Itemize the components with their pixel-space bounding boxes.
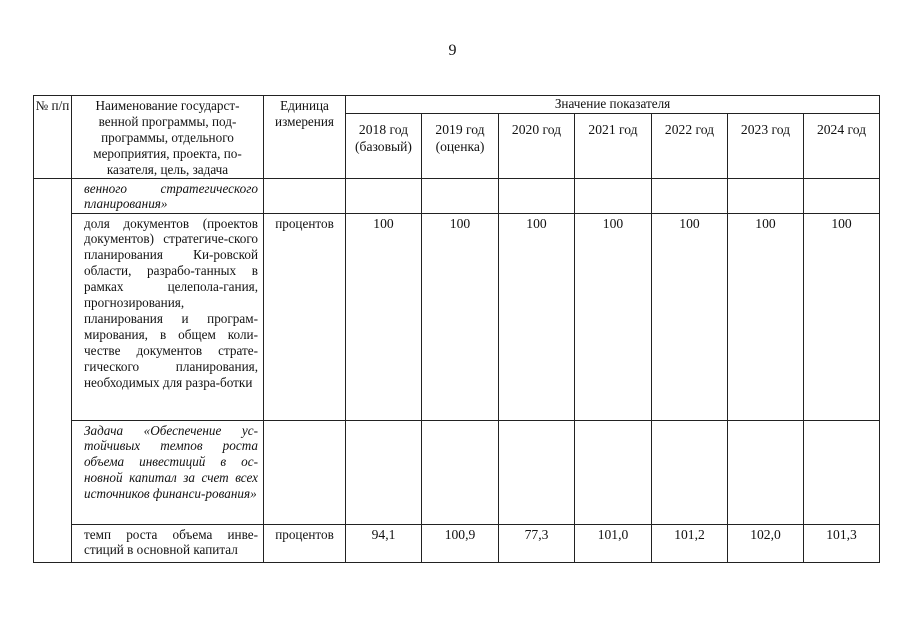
value-cell [422,420,499,524]
indicator-name: доля документов (проектов документов) стратегиче-ского планирования Ки-ровской области, разрабо-танных в рамках целепола-гания, прогнозирования, планирования и програм-мирования, в общем коли-честве документов страте-гического планирования, необходимых для разра-ботки [72,213,264,420]
indicator-name: темп роста объема инве-стиций в основной капитал [72,524,264,562]
row-number-cell [34,178,72,562]
page-number: 9 [448,42,457,59]
header-num: № п/п [34,96,72,179]
unit-cell [264,420,346,524]
value-cell [804,178,880,213]
header-year: 2021 год [575,114,652,179]
unit-cell: процентов [264,524,346,562]
value-cell [422,178,499,213]
value-cell [804,420,880,524]
value-cell: 100 [728,213,804,420]
header-year: 2022 год [652,114,728,179]
value-cell [652,178,728,213]
header-name: Наименование государст-венной программы, под-программы, отдельного мероприятия, проекта, по-казателя, цель, задача [72,96,264,179]
value-cell [499,178,575,213]
header-unit: Единица измерения [264,96,346,179]
value-cell [575,420,652,524]
header-year: 2018 год (базовый) [346,114,422,179]
value-cell: 100 [575,213,652,420]
value-cell: 100,9 [422,524,499,562]
value-cell: 100 [346,213,422,420]
value-cell [499,420,575,524]
value-cell [728,178,804,213]
value-cell: 102,0 [728,524,804,562]
table-row [34,213,880,420]
value-cell: 100 [422,213,499,420]
header-row-1 [34,96,880,114]
value-cell: 101,0 [575,524,652,562]
value-cell: 100 [499,213,575,420]
value-cell: 77,3 [499,524,575,562]
unit-cell [264,178,346,213]
value-cell [346,178,422,213]
header-value-group: Значение показателя [346,96,880,114]
table-row [34,178,880,213]
value-cell: 100 [804,213,880,420]
value-cell [728,420,804,524]
value-cell [575,178,652,213]
unit-cell: процентов [264,213,346,420]
value-cell: 100 [652,213,728,420]
task-name: Задача «Обеспечение ус-тойчивых темпов роста объема инвестиций в ос-новной капитал за счет всех источников финанси-рования» [72,420,264,524]
value-cell [346,420,422,524]
header-year: 2023 год [728,114,804,179]
value-cell [652,420,728,524]
table-row [34,420,880,524]
indicator-table [33,95,880,563]
header-year: 2024 год [804,114,880,179]
header-year: 2019 год (оценка) [422,114,499,179]
table-row [34,524,880,562]
header-year: 2020 год [499,114,575,179]
value-cell: 101,2 [652,524,728,562]
indicator-name: венного стратегического планирования» [72,178,264,213]
value-cell: 94,1 [346,524,422,562]
value-cell: 101,3 [804,524,880,562]
